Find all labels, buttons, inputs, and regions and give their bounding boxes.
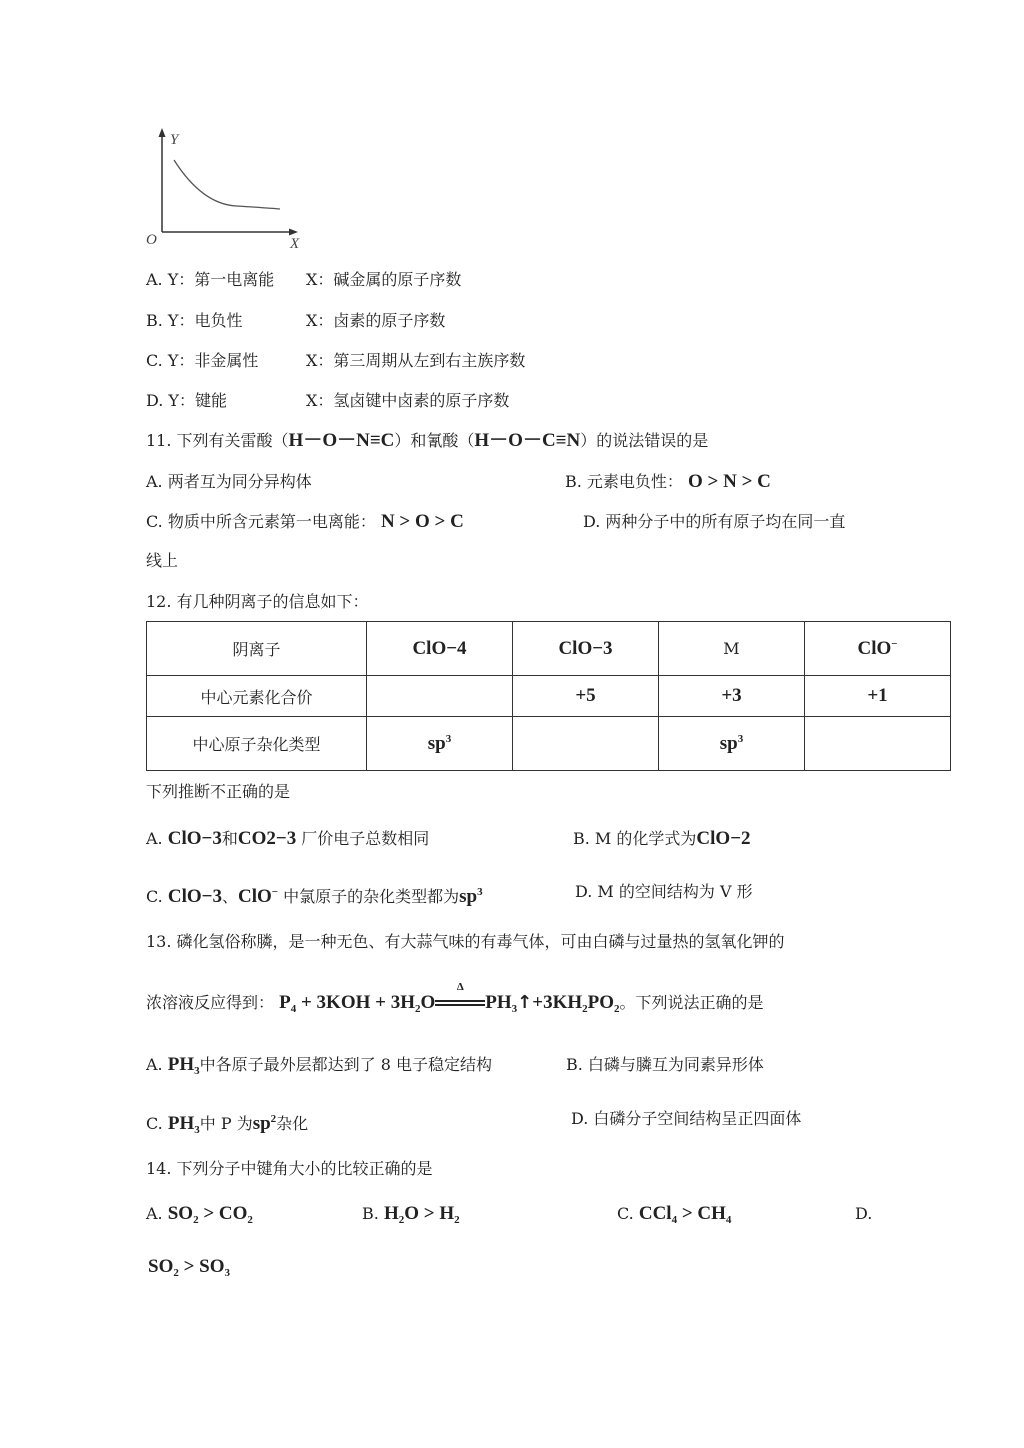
q12-option-d[interactable]: D. M 的空间结构为 V 形 — [575, 882, 753, 901]
table-cell-hyb3: $sp^3$ — [659, 717, 805, 771]
q10-option-c[interactable] — [146, 350, 526, 372]
q13-stem-part: 浓溶液反应得到： — [146, 993, 275, 1012]
q11-b-formula: O > N > C — [688, 471, 771, 492]
q12-stem: 12. 有几种阴离子的信息如下： — [146, 592, 369, 611]
q13-c-hybrid: $sp^2$ — [252, 1113, 277, 1134]
q14-option-b[interactable] — [362, 1203, 460, 1231]
q11-option-c[interactable] — [146, 511, 464, 533]
q14-d-formula: $SO_2 > SO_3$ — [148, 1256, 231, 1279]
q13-stem-line1: 13. 磷化氢俗称膦，是一种无色、有大蒜气味的有毒气体，可由白磷与过量热的氢氧化钾的 — [146, 932, 785, 951]
q13-a-text: 中各原子最外层都达到了 8 电子稳定结构 — [199, 1055, 492, 1074]
q13-a-label: A. — [146, 1055, 163, 1074]
q10-b-label: B. Y：电负性 — [146, 311, 243, 330]
table-row-hybridization — [147, 717, 951, 771]
x-axis-label: X — [290, 236, 300, 252]
q12-option-a[interactable] — [146, 828, 429, 850]
table-row-anion — [147, 622, 951, 676]
q14-b-formula: $H_2O > H_2$ — [383, 1203, 460, 1226]
q12-a-text: 厂价电子总数相同 — [301, 829, 430, 848]
q13-c-text: 中 P 为 — [199, 1114, 253, 1133]
reaction-equation: $P_4 + 3KOH + 3H_2O$ Δ $PH_3↑+3KH_2PO_2$ — [279, 981, 620, 1015]
table-cell-label: 阴离子 — [147, 622, 367, 676]
table-cell-ion4: ClO− — [805, 622, 951, 676]
q11-option-d[interactable]: D. 两种分子中的所有原子均在同一直 — [583, 512, 846, 531]
q13-option-a[interactable] — [146, 1054, 492, 1082]
table-cell-val3: +3 — [659, 676, 805, 717]
q12-a-label: A. — [146, 829, 163, 848]
table-cell-val2: +5 — [513, 676, 659, 717]
q11-option-a[interactable]: A. 两者互为同分异构体 — [146, 472, 312, 491]
q14-c-formula: $CCl_4 > CH_4$ — [638, 1203, 732, 1226]
q12-c-sep: 、 — [221, 887, 238, 906]
q12-c-formula3: $sp^3$ — [459, 886, 483, 907]
q11-c-formula: N > O > C — [380, 511, 464, 532]
fulminic-acid-formula: H－O－N≡C — [288, 430, 395, 451]
q14-b-label: B. — [362, 1204, 379, 1223]
q10-a-x: X：碱金属的原子序数 — [306, 270, 462, 289]
q10-option-a[interactable] — [146, 269, 462, 291]
q12-b-text: B. M 的化学式为 — [573, 829, 697, 848]
q12-a-formula2: CO2−3 — [237, 828, 297, 849]
q11-stem — [146, 430, 708, 452]
q11-stem-part2: ）和氰酸（ — [394, 431, 475, 450]
q12-c-formula2: ClO− — [237, 886, 279, 907]
q13-option-b[interactable]: B. 白磷与膦互为同素异形体 — [566, 1055, 764, 1074]
q12-c-formula1: ClO−3 — [167, 886, 222, 907]
q12-option-c[interactable] — [146, 881, 483, 908]
q11-b-text: B. 元素电负性： — [565, 472, 683, 491]
anion-info-table — [146, 621, 951, 771]
q10-d-label: D. Y：键能 — [146, 391, 227, 410]
q14-stem: 14. 下列分子中键角大小的比较正确的是 — [146, 1159, 433, 1178]
table-cell-empty — [805, 717, 951, 771]
q11-option-d-continued: 线上 — [146, 551, 179, 570]
q14-a-label: A. — [146, 1204, 163, 1223]
q12-option-b[interactable] — [573, 828, 751, 850]
q13-a-formula: $PH_3$ — [167, 1054, 200, 1077]
q14-option-d[interactable] — [855, 1203, 872, 1225]
x-axis-arrow — [289, 229, 298, 236]
q13-c-formula: $PH_3$ — [167, 1113, 200, 1136]
q13-option-c[interactable] — [146, 1108, 308, 1141]
q13-c-text2: 杂化 — [276, 1114, 309, 1133]
table-cell-hyb1: $sp^3$ — [367, 717, 513, 771]
q12-c-text: 中氯原子的杂化类型都为 — [283, 887, 460, 906]
q14-option-d-formula — [148, 1256, 230, 1284]
table-cell-val4: +1 — [805, 676, 951, 717]
q10-b-x: X：卤素的原子序数 — [306, 311, 446, 330]
q11-stem-part1: 11. 下列有关雷酸（ — [146, 431, 289, 450]
heat-condition: Δ — [435, 996, 485, 1006]
q12-b-formula: ClO−2 — [696, 828, 751, 849]
q13-option-d[interactable]: D. 白磷分子空间结构呈正四面体 — [571, 1109, 802, 1128]
q12-a-and: 和 — [221, 829, 238, 848]
q14-option-a[interactable] — [146, 1203, 253, 1231]
table-cell-ion3: M — [659, 622, 805, 676]
table-cell-label: 中心元素化合价 — [147, 676, 367, 717]
q13-stem-end: 。下列说法正确的是 — [619, 993, 764, 1012]
curve — [174, 160, 280, 209]
origin-label: O — [146, 232, 157, 248]
q11-c-text: C. 物质中所含元素第一电离能： — [146, 512, 376, 531]
table-cell-ion2: ClO−3 — [513, 622, 659, 676]
decay-curve-graph — [140, 122, 310, 252]
q11-stem-part3: ）的说法错误的是 — [580, 431, 709, 450]
table-cell-ion1: ClO−4 — [367, 622, 513, 676]
q12-c-label: C. — [146, 887, 163, 906]
q10-a-label: A. Y：第一电离能 — [146, 270, 275, 289]
q14-a-formula: $SO_2 > CO_2$ — [167, 1203, 253, 1226]
q10-option-d[interactable] — [146, 390, 510, 412]
q14-option-c[interactable] — [617, 1203, 731, 1231]
q10-d-x: X：氢卤键中卤素的原子序数 — [306, 391, 510, 410]
q10-option-b[interactable] — [146, 310, 446, 332]
y-axis-label: Y — [170, 132, 179, 148]
y-axis-arrow — [159, 128, 166, 137]
table-cell-empty — [513, 717, 659, 771]
q13-c-label: C. — [146, 1114, 163, 1133]
q10-c-x: X：第三周期从左到右主族序数 — [306, 351, 526, 370]
q14-d-label: D. — [855, 1204, 873, 1223]
q14-c-label: C. — [617, 1204, 634, 1223]
table-cell-label: 中心原子杂化类型 — [147, 717, 367, 771]
q12-sub-stem: 下列推断不正确的是 — [146, 782, 291, 801]
table-row-valence — [147, 676, 951, 717]
q13-stem-line2 — [146, 981, 764, 1020]
table-cell-empty — [367, 676, 513, 717]
q10-c-label: C. Y：非金属性 — [146, 351, 259, 370]
q11-option-b[interactable] — [565, 471, 771, 493]
cyanic-acid-formula: H－O－C≡N — [474, 430, 581, 451]
q12-a-formula1: ClO−3 — [167, 828, 222, 849]
